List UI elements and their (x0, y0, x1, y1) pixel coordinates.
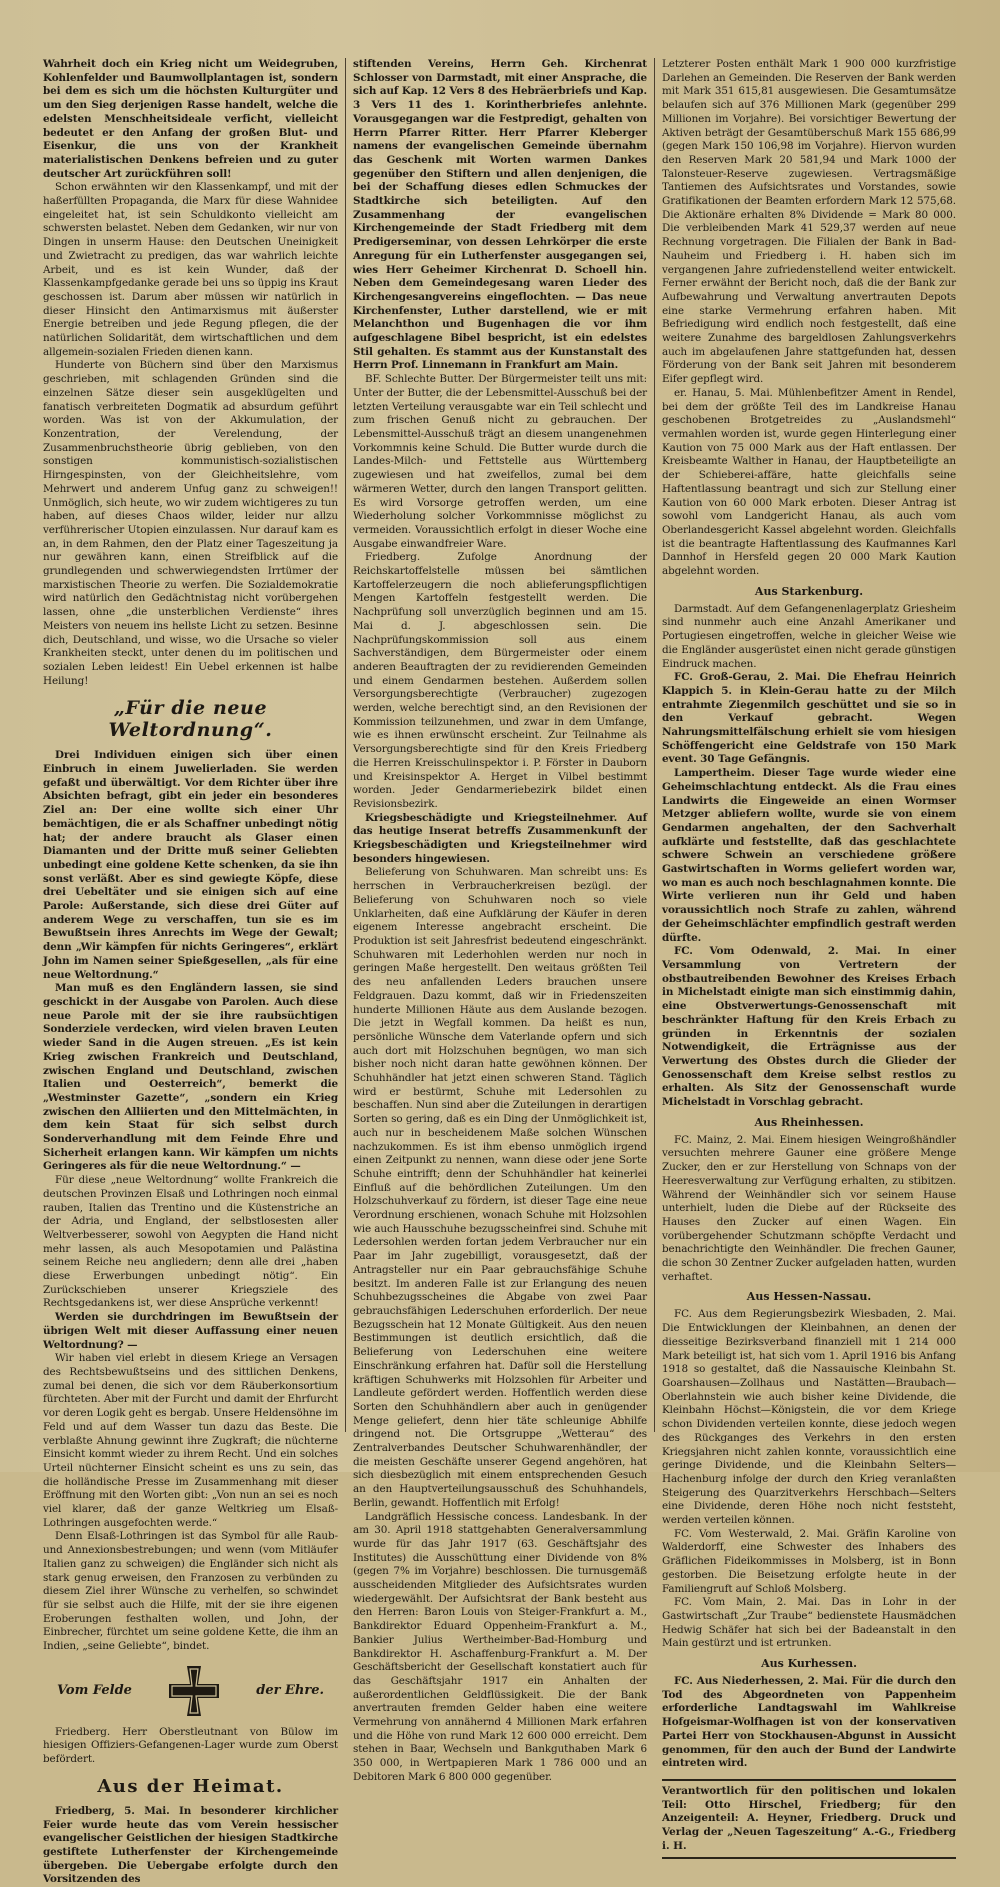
article-paragraph: Letzterer Posten enthält Mark 1 900 000 kurzfristige Darlehen an Gemeinden. Die Reserven der Bank werden mit Mark 351 615,81 ausgewiesen. Die Gesamtumsätze belaufen sich auf 376 Millionen Mark (gegenüber 299 Millionen im Vorjahre). Bei vorsichtiger Bewertung der Aktiven beträgt der Gesamtüberschuß Mark 155 686,99 (gegen Mark 150 106,98 im Vorjahre). Hiervon wurden den Reserven Mark 20 581,94 und Mark 1000 der Talonsteuer-Reserve zugewiesen. Vertragsmäßige Tantiemen des Aufsichtsrates und Vorstandes, sowie Gratifikationen der Beamten erfordern Mark 12 575,68. Die Aktionäre erhalten 8% Dividende = Mark 80 000. Die verbleibenden Mark 41 529,37 werden auf neue Rechnung vorgetragen. Die Filialen der Bank in Bad-Nauheim und Friedberg i. H. haben sich im vergangenen Jahre zufriedenstellend weiter entwickelt. Ferner erwähnt der Bericht noch, daß die der Bank zur Aufbewahrung und Verwaltung anvertrauten Depots eine starke Vermehrung erfahren haben. Mit Befriedigung wird endlich noch festgestellt, daß eine weitere Zunahme des bargeldlosen Zahlungsverkehrs auch im abgelaufenen Jahre stattgefunden hat, dessen Förderung von der Bank seit Jahren mit besonderem Eifer gepflegt wird. (662, 58, 956, 386)
section-heading: „Für die neue Weltordnung“. (108, 697, 273, 742)
article-paragraph: Friedberg, 5. Mai. In besonderer kirchlicher Feier wurde heute das vom Verein hessischer evangelischer Geistlichen der hiesigen Stadtkirche gestiftete Lutherfenster der Kirchengemeinde übergeben. Die Uebergabe erfolgte durch den Vorsitzenden des (43, 1804, 338, 1886)
article-paragraph: BF. Schlechte Butter. Der Bürgermeister teilt uns mit: Unter der Butter, die der Lebensmittel-Ausschuß bei der letzten Verteilung verausgabte war ein Teil schlecht und zum frischen Genuß nicht zu gebrauchen. Der Lebensmittel-Ausschuß trägt an diesem unangenehmen Vorkommnis keine Schuld. Die Butter wurde durch die Landes-Milch- und Fettstelle aus Württemberg zugewiesen und hat zweifellos, zumal bei dem wärmeren Wetter, durch den langen Transport gelitten. Es wird Vorsorge getroffen werden, um eine Wiederholung solcher Vorkommnisse möglichst zu vermeiden. Voraussichtlich erfolgt in dieser Woche eine Ausgabe einwandfreier Ware. (353, 373, 647, 550)
article-paragraph: Für diese „neue Weltordnung“ wollte Frankreich die deutschen Provinzen Elsaß und Lothringen noch einmal rauben, Italien das Trentino und die Küstenstriche an der Adria, und England, der selbstlosesten aller Weltverbesserer, sowohl von Aegypten die Hand nicht mehr lassen, als auch Mesopotamien und Palästina seinem Reiche neu angliedern; denn alle drei „haben diese Erwerbungen unbedingt nötig“. Ein Zurückschieben unserer Kriegsziele des Rechtsgedankens ist, wer diese Ansprüche verkennt! (43, 1174, 338, 1310)
article-paragraph: Lampertheim. Dieser Tage wurde wieder eine Geheimschlachtung entdeckt. Als die Frau eines Landwirts die Eingeweide an einen Wormser Metzger abliefern wollte, wurde sie von einem Gendarmen angehalten, der den Sachverhalt aufklärte und feststellte, daß das geschlachtete schwere Schwein an verschiedene größere Gastwirtschaften in Worms geliefert worden war, wo man es auch noch beschlagnahmen konnte. Die Wirte verlieren nun ihr Geld und haben voraussichtlich noch Strafe zu zahlen, während der Geheimschlächter empfindlich gestraft werden dürfte. (662, 767, 956, 944)
honor-roll-label-left: Vom Felde (57, 1683, 132, 1699)
article-paragraph: FC. Aus dem Regierungsbezirk Wiesbaden, 2. Mai. Die Entwicklungen der Kleinbahnen, an denen der diesseitige Bezirksverband finanziell mit 1 214 000 Mark beteiligt ist, hat sich vom 1. April 1916 bis Anfang 1918 so gestaltet, daß die Nassauische Kleinbahn St. Goarshausen—Zollhaus und Nastätten—Braubach—Oberlahnstein wie auch bisher keine Dividende, die Kleinbahn Höchst—Königstein, die vor dem Kriege schon Dividenden verteilen konnte, diese jedoch wegen des Rückganges des Verkehrs in den ersten Kriegsjahren nicht zahlen konnte, voraussichtlich eine geringe Dividende, und die Kleinbahn Selters—Hachenburg infolge der durch den Krieg veranlaßten Steigerung des Quarzitverkehrs Herschbach—Selters eine Dividende, deren Höhe noch nicht feststeht, werden verteilen können. (662, 1308, 956, 1527)
article-paragraph: Kriegsbeschädigte und Kriegsteilnehmer. Auf das heutige Inserat betreffs Zusammenkunft der Kriegsbeschädigten und Kriegsteilnehmer wird besonders hingewiesen. (353, 811, 647, 865)
article-paragraph: Belieferung von Schuhwaren. Man schreibt uns: Es herrschen in Verbraucherkreisen bezügl. der Belieferung von Schuhwaren noch so viele Unklarheiten, daß eine Aufklärung der Käufer in deren eigenem Interesse angebracht erscheint. Die Produktion ist seit Jahresfrist bedeutend eingeschränkt. Schuhwaren mit Lederhohlen werden nur noch in geringen Maße hergestellt. Den weitaus größten Teil des neu anfallenden Leders brauchen unsere Feldgrauen. Dazu kommt, daß wir in Friedenszeiten hunderte Millionen Häute aus dem Auslande bezogen. Die jetzt in Wegfall kommen. Da heißt es nun, persönliche Wünsche dem Vaterlande opfern und sich auch dort mit Holzschuhen begnügen, wo man sich bisher noch nicht daran hatte gewöhnen können. Der Schuhhändler hat jetzt einen schweren Stand. Täglich wird er bestürmt, Schuhe mit Ledersohlen zu beschaffen. Nun sind aber die Zuteilungen in derartigen Sorten so gering, daß es ein Ding der Unmöglichkeit ist, auch nur in bescheidenem Maße solchen Wünschen nachzukommen. Es ist ihm ebenso unmöglich irgend einen Zeitpunkt zu nennen, wann diese oder jene Sorte Schuhe eintrifft; denn der Schuhhändler hat keinerlei Einfluß auf die behördlichen Zuteilungen. Um den Holzschuhverkauf zu fördern, ist dieser Tage eine neue Verordnung erschienen, wonach Schuhe mit Holzsohlen wie auch Hausschuhe bezugsscheinfrei sind. Schuhe mit Ledersohlen werden fortan jedem Verbraucher nur ein Paar im Jahr zugebilligt, vorausgesetzt, daß der Antragsteller nur ein Paar gebrauchsfähige Schuhe besitzt. Im anderen Falle ist zur Erlangung des neuen Schuhbezugsscheines die Abgabe von zwei Paar gebrauchsfähigen Lederschuhen erforderlich. Der neue Bezugsschein hat 12 Monate Gültigkeit. Aus den neuen Bestimmungen ist deutlich ersichtlich, daß die Belieferung von Lederschuhen eine weitere Einschränkung erfahren hat. Dafür soll die Herstellung kräftigen Schuhwerks mit Holzsohlen für Arbeiter und Landleute gefördert werden. Hoffentlich werden diese Sorten den Schuhhändlern aber auch in genügender Menge geliefert, denn hier täte schleunige Abhilfe dringend not. Die Ortsgruppe „Wetterau“ des Zentralverbandes Deutscher Schuhwarenhändler, der die meisten Geschäfte unserer Gegend angehören, hat sich diesbezüglich mit einem entsprechenden Gesuch an den Hauptverteilungsausschuß des Schuhhandels, Berlin, gewandt. Hoffentlich mit Erfolg! (353, 866, 647, 1509)
iron-cross-icon (167, 1664, 221, 1718)
article-paragraph: Wahrheit doch ein Krieg nicht um Weidegruben, Kohlenfelder und Baumwollplantagen ist, sondern bei dem es sich um die höchsten Kulturgüter und um den Sieg derjenigen Rasse handelt, welche die edelsten Menschheitsideale verficht, vielleicht bedeutet er den Anfang der großen Blut- und Eisenkur, die uns von der Krankheit materialistischen Denkens befreien und zu guter deutscher Art zurückführen soll! (43, 58, 338, 180)
section-heading: Aus Starkenburg. (754, 584, 864, 598)
column-right (654, 58, 963, 1852)
article-paragraph: FC. Vom Westerwald, 2. Mai. Gräfin Karoline von Walderdorff, eine Schwester des Inhabers des Gräflichen Fideikommisses in Molsberg, ist in Bonn gestorben. Die Beisetzung erfolgte heute in der Familiengruft auf Schloß Molsberg. (662, 1527, 956, 1595)
section-heading: Aus Hessen-Nassau. (746, 1290, 872, 1304)
column-left (36, 58, 345, 1886)
article-paragraph: Darmstadt. Auf dem Gefangenenlagerplatz Griesheim sind nunmehr auch eine Anzahl Amerikaner und Portugiesen eingetroffen, welche in gleicher Weise wie die Engländer ausgerüstet einen nicht gerade günstigen Eindruck machen. (662, 602, 956, 670)
article-paragraph: Hunderte von Büchern sind über den Marxismus geschrieben, mit schlagenden Gründen sind die einzelnen Sätze dieser sein ausgeklügelten und fanatisch verbreiteten Dogmatik ad absurdum geführt worden. Was ist von der Akkumulation, der Konzentration, der Verelendung, der Zusammenbruchstheorie übrig geblieben, von den sonstigen kommunistisch-sozialistischen Hirngespinsten, von der Gleichheitslehre, vom Mehrwert und anderem Unfug ganz zu schweigen!! Unmöglich, sich heute, wo wir zudem wichtigeres zu tun haben, auf dieses Chaos wilder, leider nur allzu verführerischer Utopien einzulassen. Nur darauf kam es an, in dem Rahmen, den der Platz einer Tageszeitung ja nur gewähren kann, einen Streifblick auf die grundlegenden und schwerwiegendsten Irrtümer der marxistischen Theorie zu werfen. Die Sozialdemokratie wird natürlich den Gedächtnistag nicht vorübergehen lassen, ohne „die unsterblichen Verdienste“ ihres Meisters von neuem ins hellste Licht zu setzen. Besinne dich, Deutschland, und wisse, wo die Ursache so vieler Krankheiten steckt, unter denen du im politischen und sozialen Leben leidest! Ein Uebel erkennen ist halbe Heilung! (43, 359, 338, 687)
imprint-notice: Verantwortlich für den politischen und lokalen Teil: Otto Hirschel, Friedberg; für den Anzeigenteil: A. Heyner, Friedberg. Druck und Verlag der „Neuen Tageszeitung“ A.-G., Friedberg i. H. (662, 1779, 956, 1860)
article-paragraph: stiftenden Vereins, Herrn Geh. Kirchenrat Schlosser von Darmstadt, mit einer Ansprache, die sich auf Kap. 12 Vers 8 des Hebräerbriefs und Kap. 3 Vers 11 des 1. Korintherbriefes anlehnte. Vorausgegangen war die Festpredigt, gehalten von Herrn Pfarrer Ritter. Herr Pfarrer Kleberger namens der evangelischen Gemeinde übernahm das Geschenk mit Worten warmen Dankes gegenüber den Stiftern und allen denjenigen, die bei der Schaffung dieses edlen Schmuckes der Stadtkirche sich beteiligten. Auf den Zusammenhang der evangelischen Kirchengemeinde der Stadt Friedberg mit dem Predigerseminar, von dessen Lehrkörper die erste Anregung für ein Lutherfenster ausgegangen sei, wies Herr Geheimer Kirchenrat D. Schoell hin. Neben dem Gemeindegesang waren Lieder des Kirchengesangvereins eingeflochten. — Das neue Kirchenfenster, Luther darstellend, wie er mit Melanchthon und Bugenhagen die vor ihm aufgeschlagene Bibel bespricht, ist ein edelstes Stil gehalten. Es stammt aus der Kunstanstalt des Herrn Prof. Linnemann in Frankfurt am Main. (353, 58, 647, 372)
article-paragraph: Man muß es den Engländern lassen, sie sind geschickt in der Ausgabe von Parolen. Auch diese neue Parole mit der sie ihre raubsüchtigen Sonderziele verdecken, wird vielen braven Leuten wieder Sand in die Augen streuen. „Es ist kein Krieg zwischen Frankreich und Deutschland, zwischen England und Deutschland, zwischen Italien und Oesterreich“, bemerkt die „Westminster Gazette“, „sondern ein Krieg zwischen den Alliierten und den Mittelmächten, in dem kein Staat für sich selbst durch Sonderverhandlung mit dem Feinde Ehre und Sicherheit erlangen kann. Wir kämpfen um nichts Geringeres als für die neue Weltordnung.“ — (43, 982, 338, 1173)
article-paragraph: Denn Elsaß-Lothringen ist das Symbol für alle Raub- und Annexionsbestrebungen; und wenn (vom Mitläufer Italien ganz zu schweigen) die Engländer sich nicht als stark genug erweisen, den Franzosen zu verbünden zu diesem Ziel ihrer Wünsche zu verhelfen, so schwindet für sie selbst auch die Hilfe, mit der sie ihre eigenen Eroberungen festhalten wollen, und John, der Einbrecher, fürchtet um seine goldene Kette, die ihm an Indien, „seine Geliebte“, bindet. (43, 1530, 338, 1653)
section-heading: Aus der Heimat. (97, 1775, 284, 1797)
article-paragraph: FC. Groß-Gerau, 2. Mai. Die Ehefrau Heinrich Klappich 5. in Klein-Gerau hatte zu der Milch entrahmte Ziegenmilch geschüttet und sie so in den Verkauf gebracht. Wegen Nahrungsmittelfälschung erhielt sie vom hiesigen Schöffengericht eine Geldstrafe von 150 Mark event. 30 Tage Gefängnis. (662, 671, 956, 766)
column-middle (345, 58, 654, 1783)
section-heading: Aus Rheinhessen. (754, 1115, 864, 1129)
section-heading: Aus Kurhessen. (761, 1657, 857, 1671)
article-paragraph: Werden sie durchdringen im Bewußtsein der übrigen Welt mit dieser Auffassung einer neuen Weltordnung? — (43, 1311, 338, 1351)
article-paragraph: FC. Vom Main, 2. Mai. Das in Lohr in der Gastwirtschaft „Zur Traube“ bedienstete Hausmädchen Hedwig Schäfer hat sich bei der Badeanstalt in den Main gestürzt und ist ertrunken. (662, 1596, 956, 1650)
article-paragraph: Friedberg. Herr Oberstleutnant von Bülow im hiesigen Offiziers-Gefangenen-Lager wurde zum Oberst befördert. (43, 1725, 338, 1766)
article-paragraph: FC. Mainz, 2. Mai. Einem hiesigen Weingroßhändler versuchten mehrere Gauner eine größere Menge Zucker, den er zur Herstellung von Schnaps von der Heeresverwaltung zur Verfügung erhalten, zu stibitzen. Während der Weinhändler sich vor seinem Hause unterhielt, luden die Diebe auf der Rückseite des Hauses den Zucker auf einen Wagen. Ein vorübergehender Schutzmann schöpfte Verdacht und benachrichtigte den Weinhändler. Die frechen Gauner, die schon 30 Zentner Zucker aufgeladen hatten, wurden verhaftet. (662, 1133, 956, 1283)
article-paragraph: Wir haben viel erlebt in diesem Kriege an Versagen des Rechtsbewußtseins und des sittlichen Denkens, zumal bei denen, die sich vor dem Räuberkonsortium fürchteten. Aber mit der Furcht und damit der Ehrfurcht vor deren Logik geht es bergab. Unsere Heldensöhne im Feld und auf dem Wasser tun dazu das Beste. Die verblaßte Ahnung gewinnt ihre Zugkraft; die nüchterne Einsicht kommt wieder zu ihrem Recht. Und ein solches Urteil nüchterner Einsicht scheint es uns zu sein, das die holländische Presse im Zusammenhang mit dieser Eröffnung mit den Worten gibt: „Von nun an sei es noch viel klarer, daß der ganze Weltkrieg um Elsaß-Lothringen ausgefochten werde.“ (43, 1352, 338, 1529)
article-paragraph: er. Hanau, 5. Mai. Mühlenbefitzer Ament in Rendel, bei dem der größte Teil des im Landkreise Hanau geschobenen Brotgetreides zu „Auslandsmehl“ vermahlen worden ist, wurde gegen Hinterlegung einer Kaution von 75 000 Mark aus der Haft entlassen. Der Kreisbeamte Walther in Hanau, der Hauptbeteiligte an der Schieberei-affäre, hatte gleichfalls seine Haftentlassung beantragt und sich zur Stellung einer Kaution von 60 000 Mark erboten. Dieser Antrag ist sowohl vom Landgericht Hanau, als auch vom Oberlandesgericht Kassel abgelehnt worden. Gleichfalls ist die beantragte Haftentlassung des Kaufmannes Karl Dannhof in Hersfeld gegen 20 000 Mark Kaution abgelehnt worden. (662, 386, 956, 578)
article-paragraph: FC. Aus Niederhessen, 2. Mai. Für die durch den Tod des Abgeordneten von Pappenheim erforderliche Landtagswahl im Wahlkreise Hofgeismar-Wolfhagen ist von der konservativen Partei Herr von Stockhausen-Abgunst in Aussicht genommen, für den auch der Bund der Landwirte eintreten wird. (662, 1675, 956, 1770)
article-paragraph: Friedberg. Zufolge Anordnung der Reichskartoffelstelle müssen bei sämtlichen Kartoffelerzeugern die noch ablieferungspflichtigen Mengen Kartoffeln festgestellt werden. Die Nachprüfung soll unverzüglich beginnen und am 15. Mai d. J. abgeschlossen sein. Die Nachprüfungskommission soll aus einem Sachverständigen, dem Bürgermeister oder einem anderen Beauftragten der zu revidierenden Gemeinden und einem Gendarmen bestehen. Außerdem sollen Versorgungsberechtigte (Verbraucher) zugezogen werden, welche berechtigt sind, an den Revisionen der Kommission teilzunehmen, und zwar in dem Umfange, wie es ihnen erwünscht erscheint. Zur Teilnahme als Versorgungsberechtigte sind für den Kreis Friedberg die Herren Kreisschulinspektor i. P. Förster in Dauborn und Kreisinspektor A. Herget in Vilbel bestimmt worden. Jeder Gendarmeriebezirk bildet einen Revisionsbezirk. (353, 551, 647, 810)
article-paragraph: Landgräflich Hessische concess. Landesbank. In der am 30. April 1918 stattgehabten Generalversammlung wurde für das Jahr 1917 (63. Geschäftsjahr des Institutes) die Ausschüttung einer Dividende von 8% (gegen 7% im Vorjahre) beschlossen. Die turnusgemäß ausscheidenden Mitglieder des Aufsichtsrates wurden wiedergewählt. Der Aufsichtsrat der Bank besteht aus den Herren: Baron Louis von Steiger-Frankfurt a. M., Bankdirektor Eduard Oppenheim-Frankfurt a. M., Bankier Julius Wertheimber-Bad-Homburg und Bankdirektor H. Aschaffenburg-Frankfurt a. M. Der Geschäftsbericht der Gesellschaft konstatiert auch für das Geschäftsjahr 1917 ein Anhalten der außerordentlichen Geldflüssigkeit. Die der Bank anvertrauten fremden Gelder haben eine weitere Vermehrung von annähernd 4 Millionen Mark erfahren und die Höhe von rund Mark 12 600 000 erreicht. Dem stehen in Baar, Wechseln und Bankguthaben Mark 6 350 000, in Wertpapieren Mark 1 786 000 und an Debitoren Mark 6 800 000 gegenüber. (353, 1510, 647, 1783)
article-paragraph: Drei Individuen einigen sich über einen Einbruch in einem Juwelierladen. Sie werden gefaßt und überwältigt. Vor dem Richter über ihre Absichten befragt, gibt ein jeder ein besonderes Ziel an: Der eine wollte sich einer Uhr bemächtigen, die er als Schaffner unbedingt nötig hat; der andere braucht als Glaser einen Diamanten und der Dritte muß seiner Geliebten unbedingt eine goldene Kette schenken, da sie ihn sonst verläßt. Aber es sind gewiegte Köpfe, diese drei Uebeltäter und sie einigen sich auf eine Parole: Außerstande, sich diese drei Güter auf anderem Wege zu verschaffen, tun sie es im Bewußtsein ihres Anrechts im Wege der Gewalt; denn „Wir kämpfen für nichts Geringeres“, erklärt John im Namen seiner Spießgesellen, „als für eine neue Weltordnung.“ (43, 749, 338, 981)
column-container (36, 58, 964, 1886)
article-paragraph: FC. Vom Odenwald, 2. Mai. In einer Versammlung von Vertretern der obstbautreibenden Bewohner des Kreises Erbach in Michelstadt einigte man sich einstimmig dahin, eine Obstverwertungs-Genossenschaft mit beschränkter Haftung für den Kreis Erbach zu gründen in Erkenntnis der sozialen Notwendigkeit, die Erträgnisse aus der Verwertung des Obstes durch die Glieder der Genossenschaft dem Kreise selbst restlos zu erhalten. Als Sitz der Genossenschaft wurde Michelstadt in Vorschlag gebracht. (662, 945, 956, 1109)
article-paragraph: Schon erwähnten wir den Klassenkampf, und mit der haßerfüllten Propaganda, die Marx für diese Wahnidee eingeleitet hat, ist sein Schuldkonto vielleicht am schwersten belastet. Neben dem Gedanken, wir nur von Dingen in unserm Hause: den Deutschen Uneinigkeit und Zwietracht zu predigen, das war wahrlich leichte Arbeit, und es ist kein Wunder, daß der Klassenkampfgedanke gerade bei uns so üppig ins Kraut geschossen ist. Darum aber müssen wir natürlich in dieser Hinsicht den Antimarxismus mit äußerster Energie betreiben und jede Regung pflegen, die der natürlichen Solidarität, dem wirtschaftlichen und dem allgemein-sozialen Frieden dienen kann. (43, 181, 338, 358)
honor-roll-label-right: der Ehre. (256, 1683, 324, 1699)
honor-roll-heading (57, 1664, 324, 1718)
